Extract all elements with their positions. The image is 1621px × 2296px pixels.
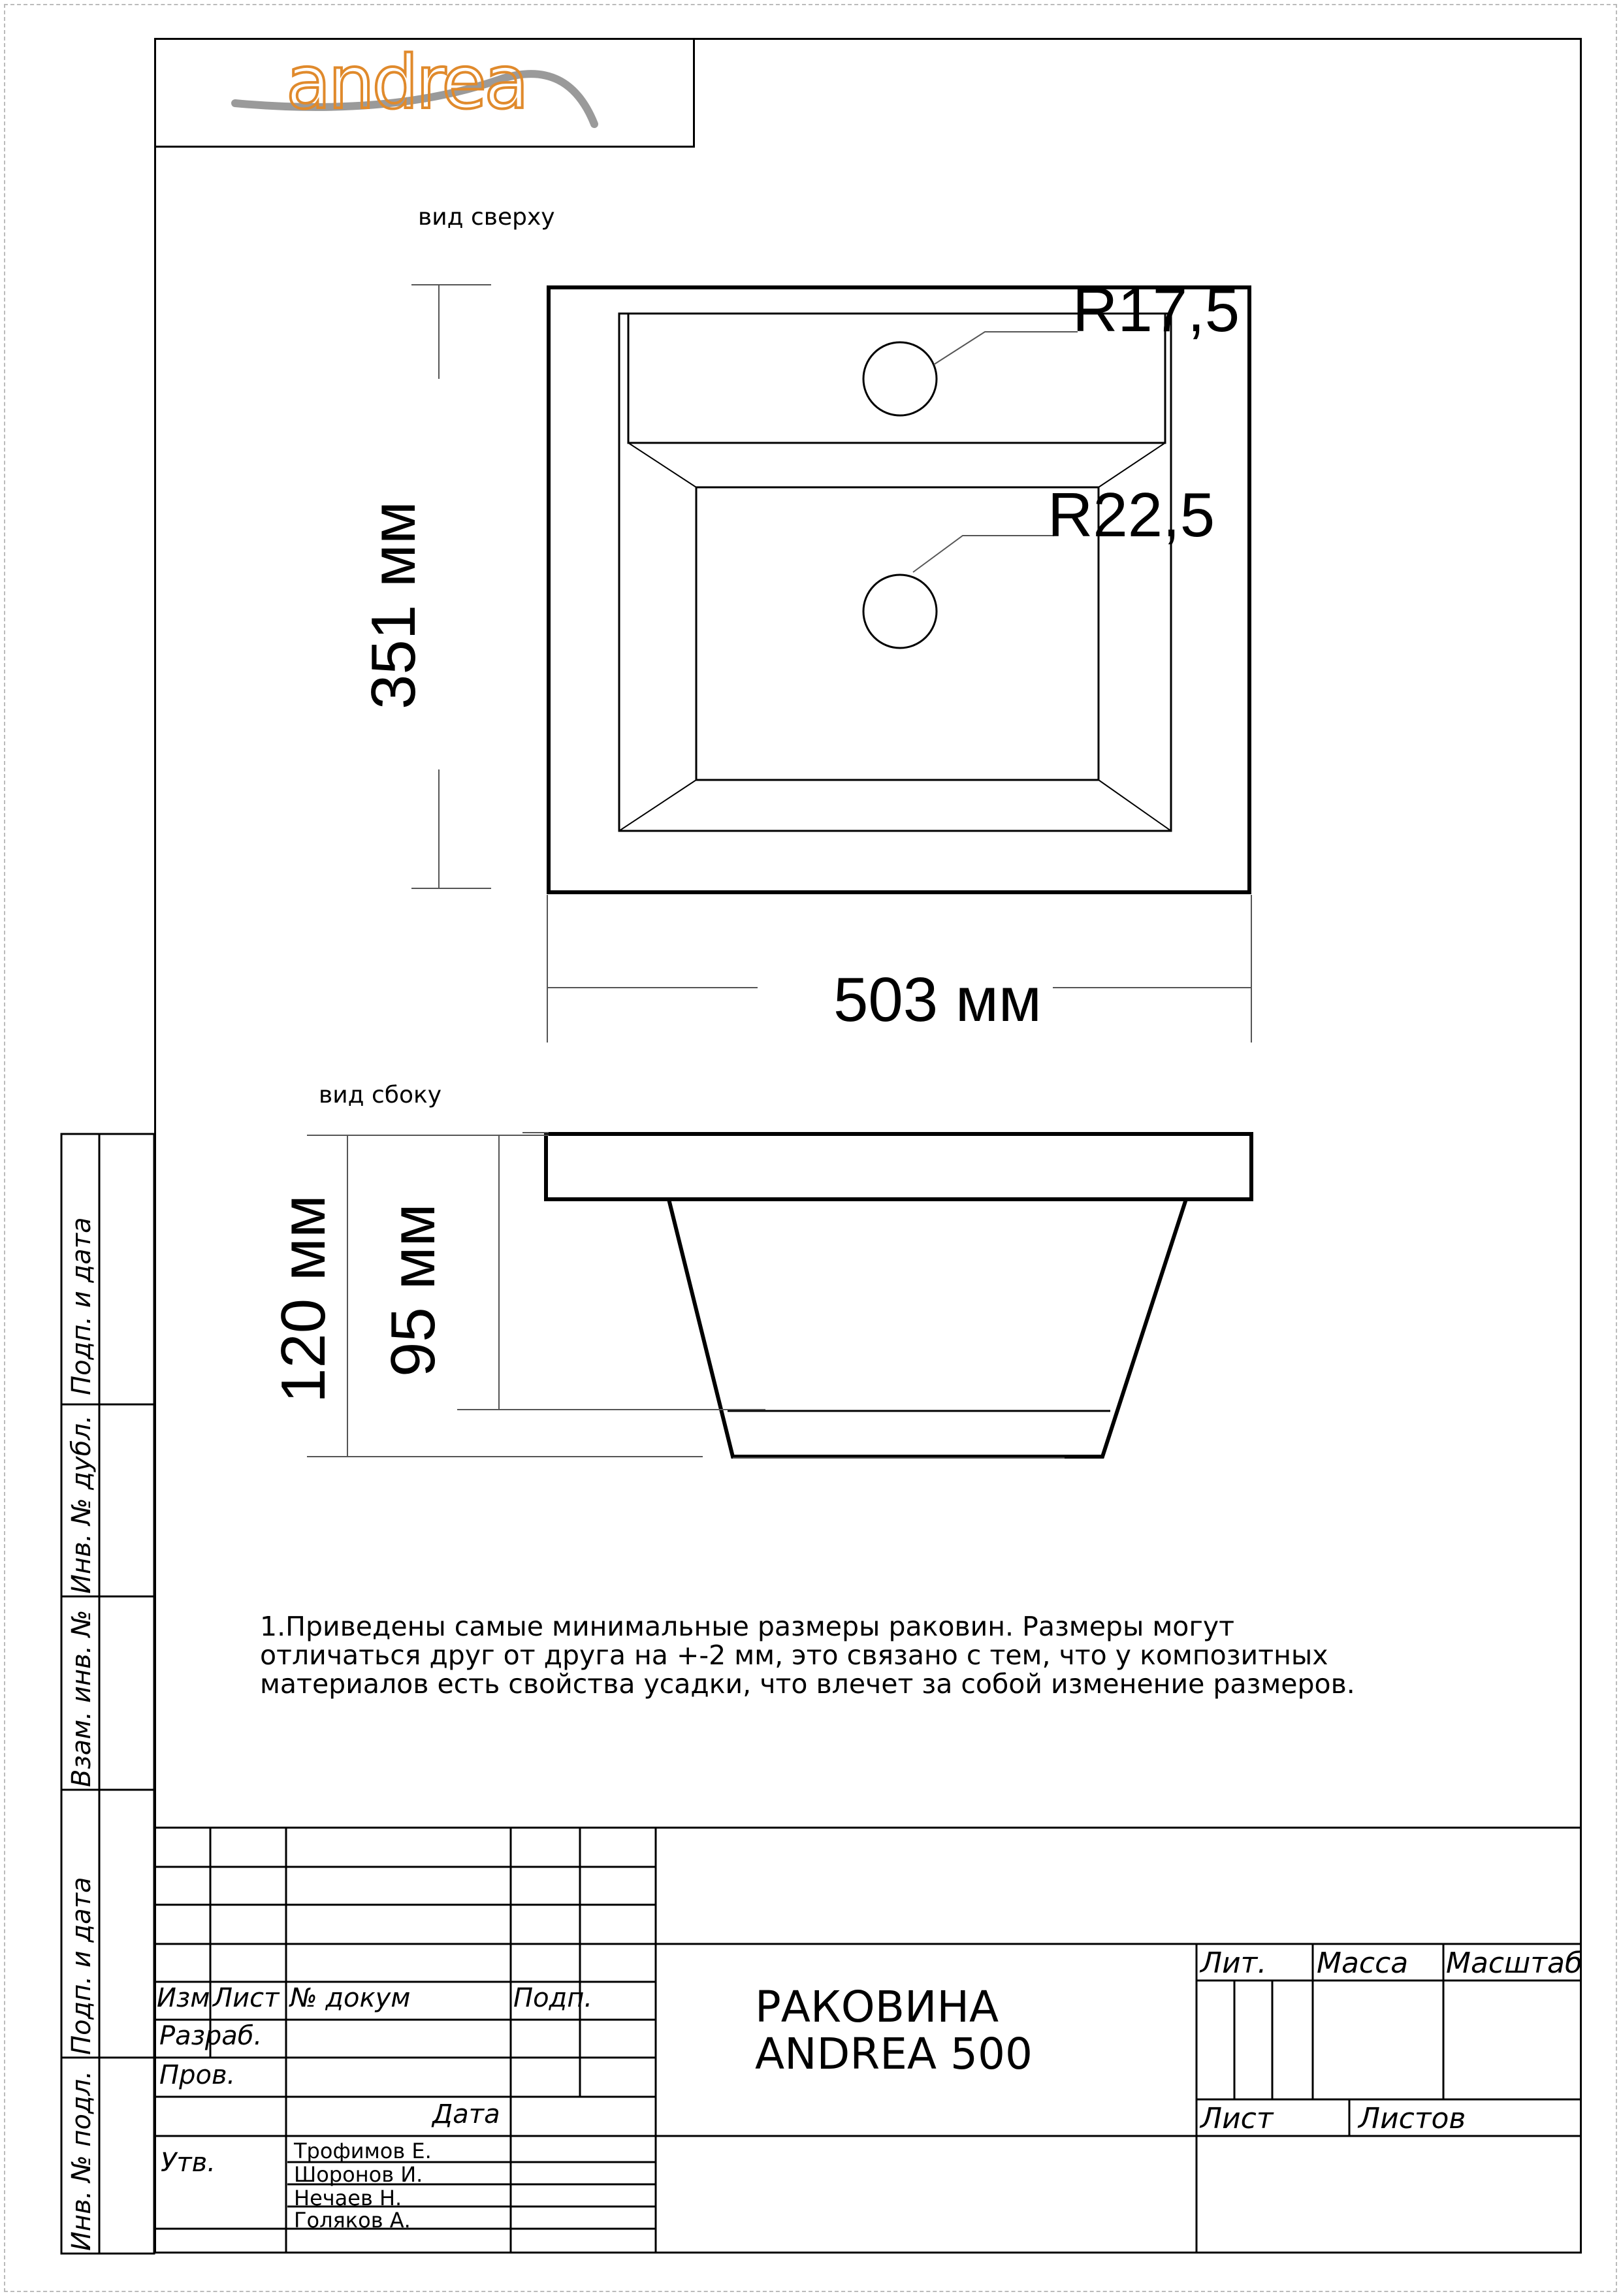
signer-name-2: Шоронов И. xyxy=(294,2162,423,2187)
stamp-sign-date-2: Подп. и дата xyxy=(67,1877,97,2055)
role-developer: Разраб. xyxy=(159,2021,263,2051)
stamp-vzam-inv: Взам. инв. № xyxy=(67,1609,97,1787)
logo: andrea xyxy=(286,40,526,125)
header-list: Лист xyxy=(213,1983,280,2013)
stamp-inv-dubl: Инв. № дубл. xyxy=(67,1415,97,1594)
stamp-inv-podl: Инв. № подл. xyxy=(67,2071,97,2251)
note-line-3: материалов есть свойства усадки, что влечет за собой изменение размеров. xyxy=(260,1668,1355,1700)
header-sign: Подп. xyxy=(513,1983,593,2013)
drawing-title-line-1: РАКОВИНА xyxy=(755,1982,999,2032)
bowl-height-label: 95 мм xyxy=(378,1203,448,1377)
header-izm: Изм xyxy=(157,1983,210,2013)
top-view-label: вид сверху xyxy=(418,204,555,231)
width-dimension-label: 503 мм xyxy=(833,965,1042,1035)
right-sheets: Листов xyxy=(1358,2102,1466,2135)
signer-name-4: Голяков А. xyxy=(294,2208,411,2233)
note-line-1: 1.Приведены самые минимальные размеры раковин. Размеры могут xyxy=(260,1611,1235,1642)
overall-height-label: 120 мм xyxy=(268,1195,338,1403)
signer-name-1: Трофимов Е. xyxy=(294,2139,432,2163)
right-lit: Лит. xyxy=(1200,1947,1267,1980)
role-date: Дата xyxy=(432,2099,500,2129)
depth-dimension-label: 351 мм xyxy=(359,501,428,709)
overflow-radius-label: R17,5 xyxy=(1072,275,1240,345)
role-approver: Утв. xyxy=(161,2148,216,2178)
right-sheet: Лист xyxy=(1200,2102,1274,2135)
stamp-sign-date-1: Подп. и дата xyxy=(67,1217,97,1395)
role-checker: Пров. xyxy=(159,2060,236,2090)
header-doc-no: № докум xyxy=(290,1983,411,2013)
drawing-title-line-2: ANDREA 500 xyxy=(755,2029,1033,2079)
right-scale: Масштаб xyxy=(1446,1947,1583,1980)
right-mass: Масса xyxy=(1317,1947,1409,1980)
side-view-label: вид сбоку xyxy=(319,1082,442,1108)
signer-name-3: Нечаев Н. xyxy=(294,2186,402,2210)
note-line-2: отличаться друг от друга на +-2 мм, это связано с тем, что у композитных xyxy=(260,1640,1328,1671)
drain-radius-label: R22,5 xyxy=(1048,480,1215,550)
